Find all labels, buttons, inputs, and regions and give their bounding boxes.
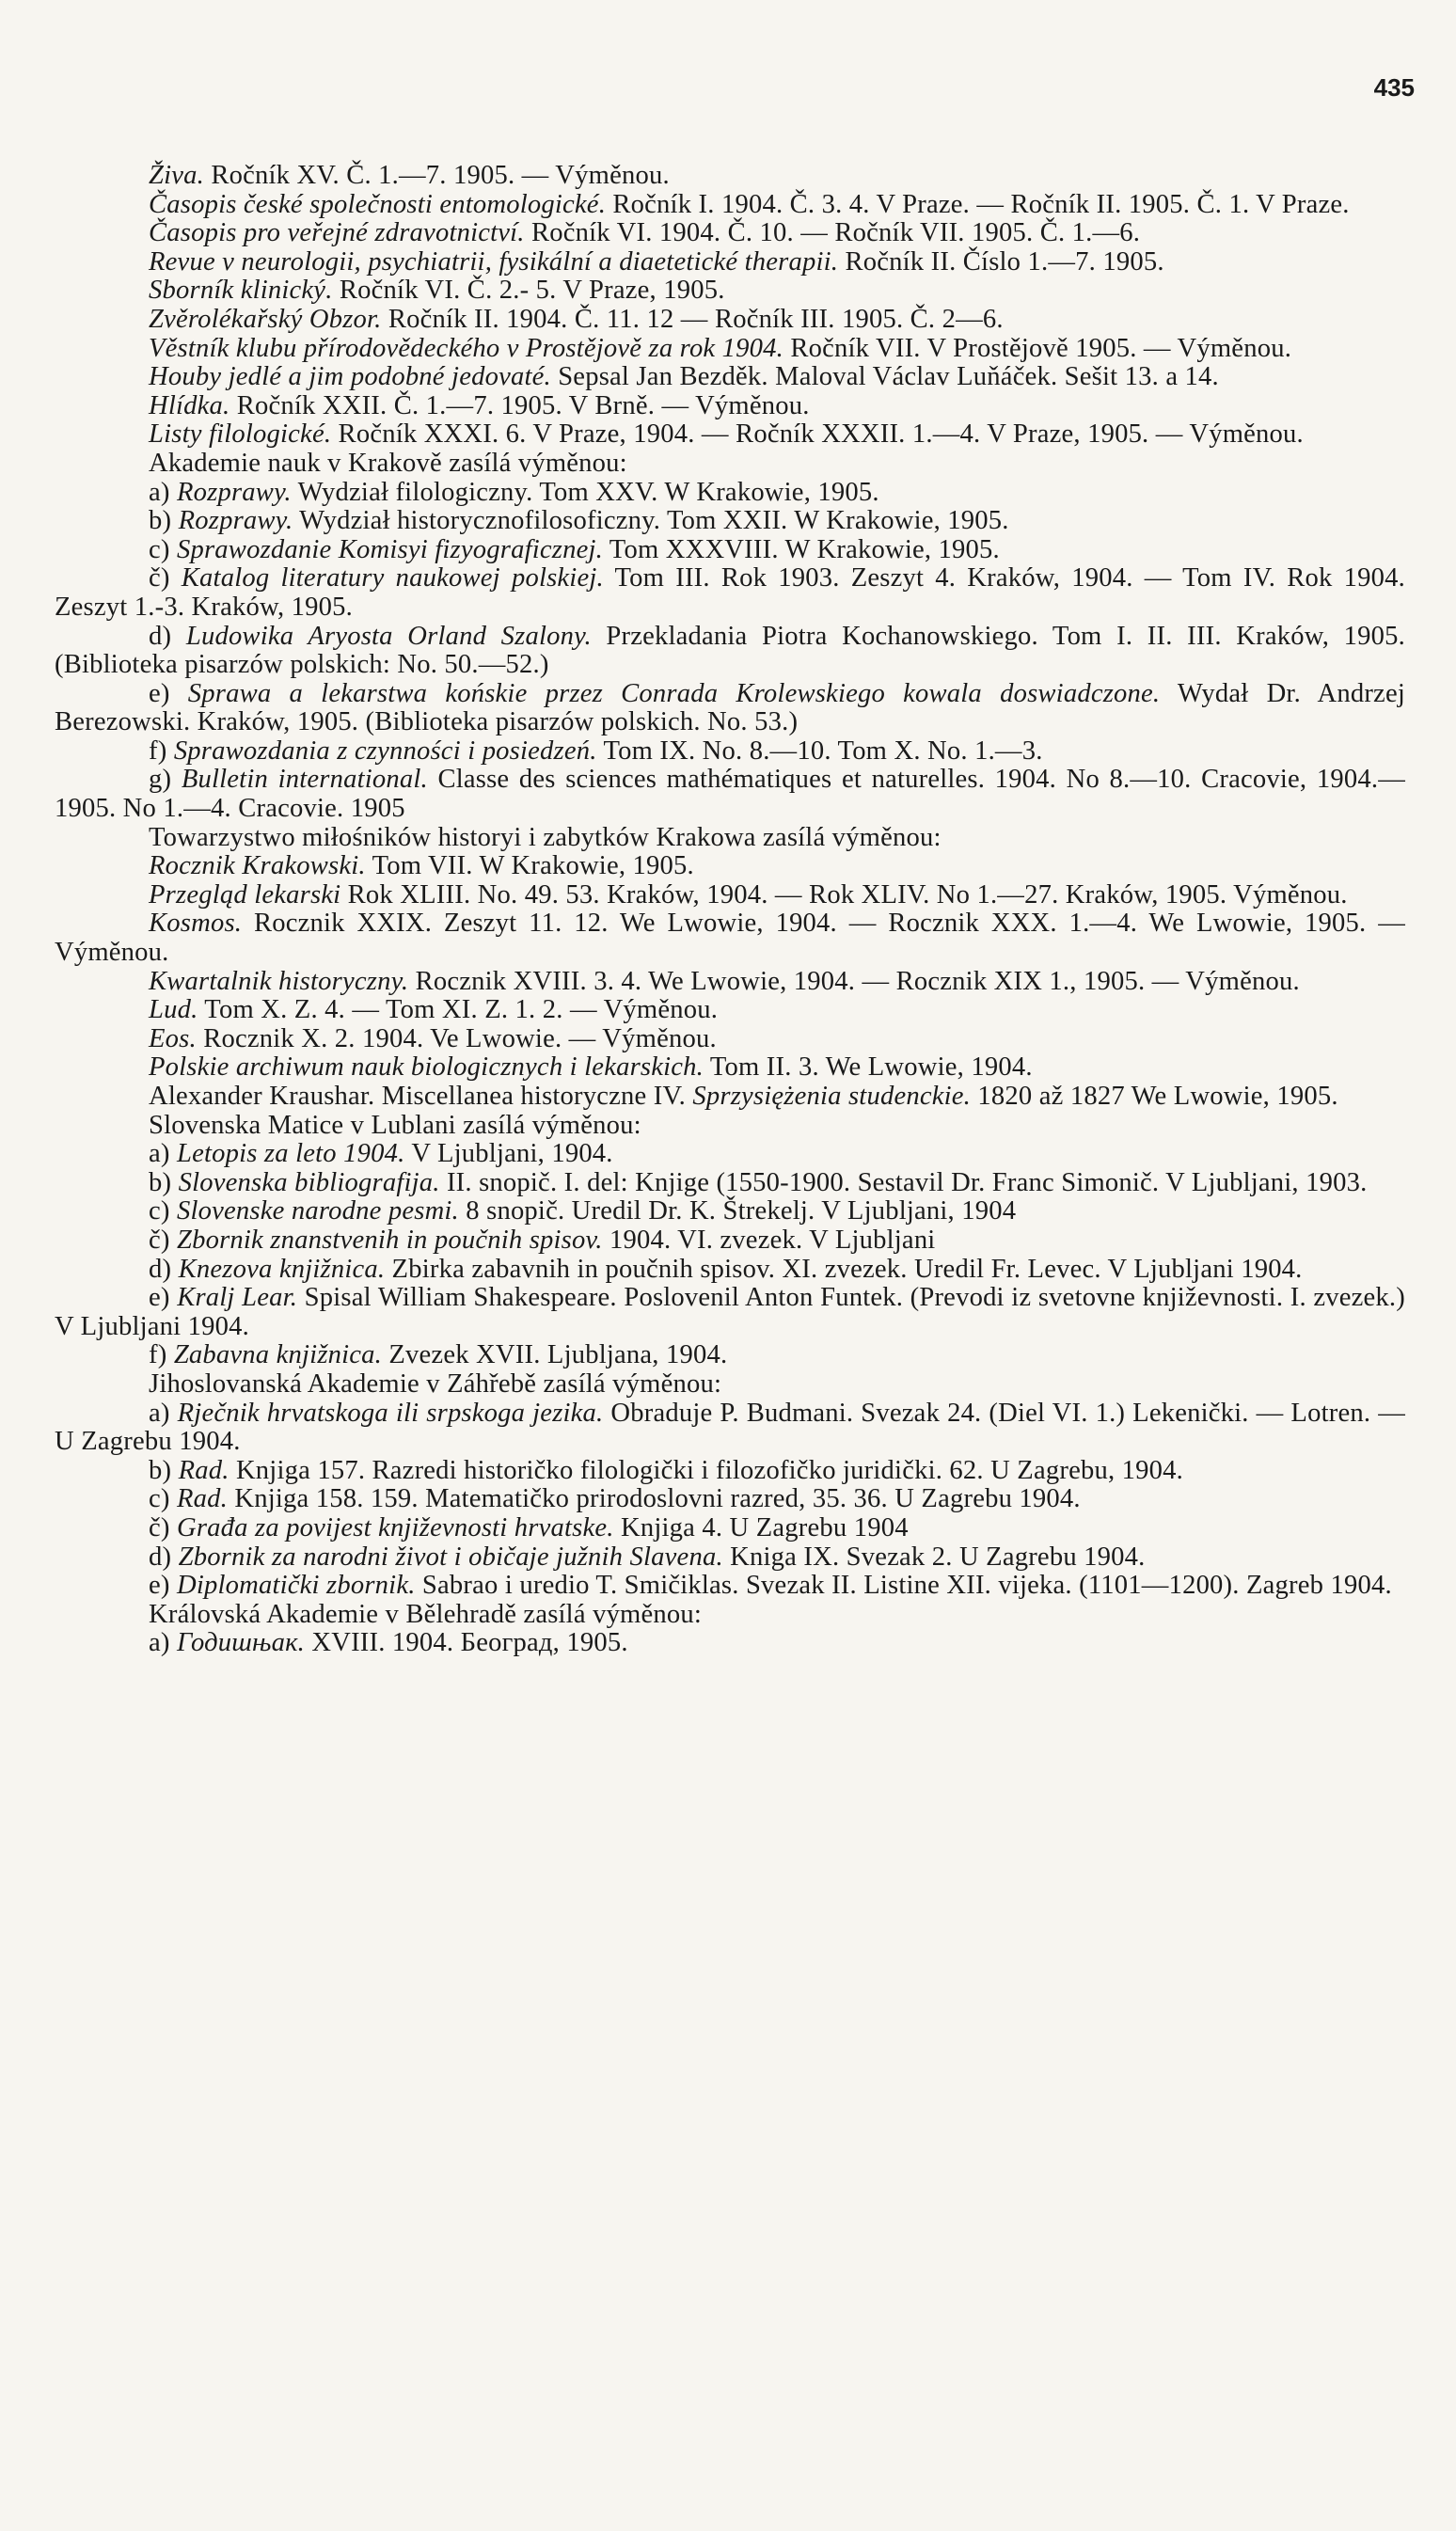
entry: č) Zbornik znanstvenih in poučnih spisov. 1904. VI. zvezek. V Ljubljani (149, 1225, 936, 1255)
entry: a) Rozprawy. Wydział filologiczny. Tom XXV. W Krakowie, 1905. (149, 477, 879, 507)
entry: Časopis české společnosti entomologické. Ročník I. 1904. Č. 3. 4. V Praze. — Ročník II. 1905. Č. 1. V Praze. (149, 189, 1350, 219)
entry: f) Sprawozdania z czynności i posiedzeń. Tom IX. No. 8.—10. Tom X. No. 1.—3. (149, 736, 1043, 766)
entry: Polskie archiwum nauk biologicznych i lekarskich. Tom II. 3. We Lwowie, 1904. (149, 1052, 1033, 1083)
entry: Časopis pro veřejné zdravotnictví. Ročník VI. 1904. Č. 10. — Ročník VII. 1905. Č. 1.—6. (149, 218, 1141, 248)
entry: b) Rad. Knjiga 157. Razredi historičko filologički i filozofičko juridički. 62. U Zagrebu, 1904. (149, 1455, 1184, 1485)
section-heading: Towarzystwo miłośników historyi i zabytków Krakowa zasílá výměnou: (149, 822, 942, 852)
entry: Kwartalnik historyczny. Rocznik XVIII. 3. 4. We Lwowie, 1904. — Rocznik XIX 1., 1905. — Výměnou. (149, 966, 1300, 996)
page-number: 435 (1373, 73, 1415, 102)
entry: e) Sprawa a lekarstwa końskie przez Conrada Krolewskiego kowala doswiadczone. Wydał Dr. Andrzej Berezowski. Kraków, 1905. (Biblioteka pisarzów polskich. No. 53.) (55, 678, 1405, 737)
entry: b) Rozprawy. Wydział historycznofilosoficzny. Tom XXII. W Krakowie, 1905. (149, 506, 1009, 536)
entry: č) Katalog literatury naukowej polskiej. Tom III. Rok 1903. Zeszyt 4. Kraków, 1904. — Tom IV. Rok 1904. Zeszyt 1.-3. Kraków, 1905. (55, 563, 1405, 622)
entry: Houby jedlé a jim podobné jedovaté. Sepsal Jan Bezděk. Maloval Václav Luňáček. Sešit 13. a 14. (149, 362, 1219, 392)
entry: d) Knezova knjižnica. Zbirka zabavnih in poučnih spisov. XI. zvezek. Uredil Fr. Levec. V Ljubljani 1904. (149, 1254, 1303, 1284)
entry: Rocznik Krakowski. Tom VII. W Krakowie, 1905. (149, 851, 694, 881)
entry: Věstník klubu přírodovědeckého v Prostějově za rok 1904. Ročník VII. V Prostějově 1905. — Výměnou. (149, 333, 1292, 363)
entry: Hlídka. Ročník XXII. Č. 1.—7. 1905. V Brně. — Výměnou. (149, 390, 810, 420)
entry: c) Slovenske narodne pesmi. 8 snopič. Uredil Dr. K. Štrekelj. V Ljubljani, 1904 (149, 1196, 1017, 1226)
entry: Sborník klinický. Ročník VI. Č. 2.- 5. V Praze, 1905. (149, 276, 725, 306)
entry: Lud. Tom X. Z. 4. — Tom XI. Z. 1. 2. — Výměnou. (149, 995, 719, 1025)
entry: b) Slovenska bibliografija. II. snopič. I. del: Knjige (1550-1900. Sestavil Dr. Franc Simonič. V Ljubljani, 1903. (149, 1167, 1368, 1197)
entry: a) Rječnik hrvatskoga ili srpskoga jezika. Obraduje P. Budmani. Svezak 24. (Diel VI. 1.) Lekenički. — Lotren. — U Zagrebu 1904. (55, 1398, 1405, 1457)
entry: Revue v neurologii, psychiatrii, fysikální a diaetetické therapii. Ročník II. Číslo 1.—7. 1905. (149, 246, 1164, 277)
entry: Zvěrolékařský Obzor. Ročník II. 1904. Č. 11. 12 — Ročník III. 1905. Č. 2—6. (149, 304, 1004, 334)
entry: Alexander Kraushar. Miscellanea historyczne IV. Sprzysiężenia studenckie. 1820 až 1827 We Lwowie, 1905. (149, 1082, 1338, 1111)
entry: e) Kralj Lear. Spisal William Shakespeare. Poslovenil Anton Funtek. (Prevodi iz svetovne književnosti. I. zvezek.) V Ljubljani 1904. (55, 1283, 1405, 1341)
section-heading: Královská Akademie v Bělehradě zasílá výměnou: (149, 1599, 703, 1629)
entry: g) Bulletin international. Classe des sciences mathématiques et naturelles. 1904. No 8.—10. Cracovie, 1904.—1905. No 1.—4. Cracovie. 1905 (55, 765, 1405, 824)
section-heading: Jihoslovanská Akademie v Záhřebě zasílá výměnou: (149, 1368, 722, 1399)
entry: d) Zbornik za narodni život i običaje južnih Slavena. Kniga IX. Svezak 2. U Zagrebu 1904. (149, 1542, 1146, 1572)
entry: Listy filologické. Ročník XXXI. 6. V Praze, 1904. — Ročník XXXII. 1.—4. V Praze, 1905. — Výměnou. (149, 419, 1304, 450)
entry: c) Rad. Knjiga 158. 159. Matematičko prirodoslovni razred, 35. 36. U Zagrebu 1904. (149, 1484, 1081, 1514)
body-text (55, 162, 1405, 1658)
section-heading: Akademie nauk v Krakově zasílá výměnou: (149, 448, 627, 478)
entry: Živa. Ročník XV. Č. 1.—7. 1905. — Výměnou. (149, 161, 670, 190)
entry: d) Ludowika Aryosta Orland Szalony. Przekladania Piotra Kochanowskiego. Tom I. II. III. Kraków, 1905. (Biblioteka pisarzów polskich: No. 50.—52.) (55, 621, 1405, 680)
entry: č) Građa za povijest književnosti hrvatske. Knjiga 4. U Zagrebu 1904 (149, 1512, 909, 1542)
section-heading: Slovenska Matice v Lublani zasílá výměnou: (149, 1110, 641, 1140)
entry: f) Zabavna knjižnica. Zvezek XVII. Ljubljana, 1904. (149, 1340, 728, 1370)
entry: Kosmos. Rocznik XXIX. Zeszyt 11. 12. We Lwowie, 1904. — Rocznik XXX. 1.—4. We Lwowie, 1905. — Výměnou. (55, 909, 1405, 968)
entry: c) Sprawozdanie Komisyi fizyograficznej. Tom XXXVIII. W Krakowie, 1905. (149, 534, 1000, 564)
entry: a) Letopis za leto 1904. V Ljubljani, 1904. (149, 1139, 613, 1169)
entry: a) Годишњак. XVIII. 1904. Београд, 1905. (149, 1628, 628, 1658)
entry: e) Diplomatički zbornik. Sabrao i uredio T. Smičiklas. Svezak II. Listine XII. vijeka. (1101—1200). Zagreb 1904. (149, 1571, 1392, 1601)
entry: Przegląd lekarski Rok XLIII. No. 49. 53. Kraków, 1904. — Rok XLIV. No 1.—27. Kraków, 1905. Výměnou. (149, 879, 1348, 910)
entry: Eos. Rocznik X. 2. 1904. Ve Lwowie. — Výměnou. (149, 1023, 717, 1053)
